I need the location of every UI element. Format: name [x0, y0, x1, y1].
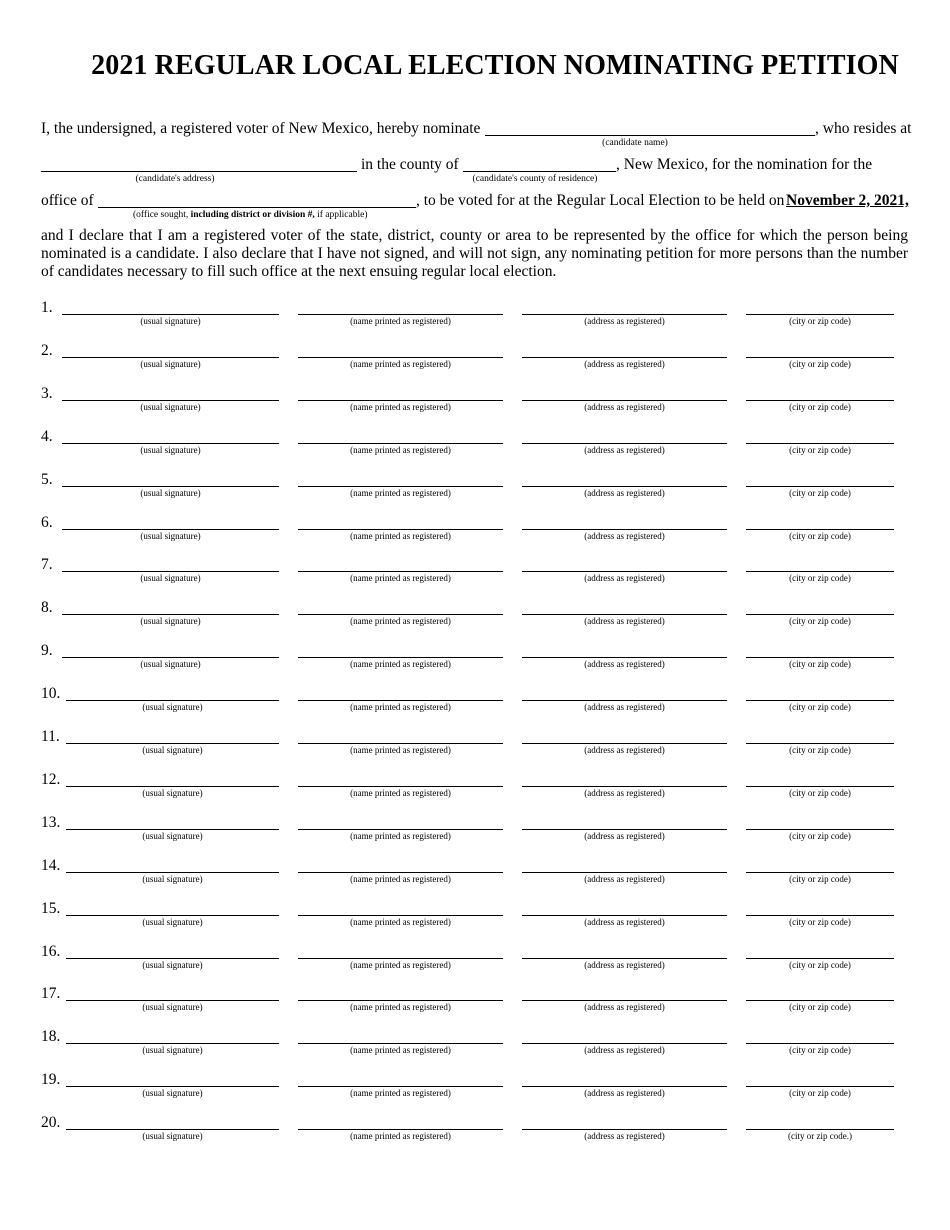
- registered-address-caption: (address as registered): [584, 1088, 665, 1099]
- usual-signature-caption: (usual signature): [140, 444, 201, 455]
- registered-address-caption: (address as registered): [584, 316, 665, 326]
- printed-name-caption: (name printed as registered): [350, 1131, 451, 1142]
- printed-name-field[interactable]: [298, 743, 503, 744]
- printed-name-caption: (name printed as registered): [350, 959, 451, 970]
- registered-address-caption: (address as registered): [584, 487, 665, 498]
- signature-row: [0, 814, 950, 844]
- signature-row: [0, 857, 950, 887]
- signature-row: [0, 985, 950, 1015]
- page-title: 2021 REGULAR LOCAL ELECTION NOMINATING PETITION: [91, 50, 899, 81]
- usual-signature-field[interactable]: [62, 614, 279, 615]
- row-number: 12.: [41, 770, 61, 788]
- signature-row: [0, 428, 950, 458]
- city-or-zip-caption: (city or zip code): [789, 487, 851, 498]
- signature-row: [0, 556, 950, 586]
- printed-name-field[interactable]: [298, 443, 503, 444]
- registered-address-caption: (address as registered): [584, 444, 665, 455]
- usual-signature-caption: (usual signature): [140, 616, 201, 627]
- registered-address-field[interactable]: [522, 1043, 727, 1044]
- printed-name-field[interactable]: [298, 486, 503, 487]
- registered-address-field[interactable]: [522, 657, 727, 658]
- registered-address-caption: (address as registered): [584, 358, 665, 369]
- signature-row: [0, 642, 950, 672]
- printed-name-field[interactable]: [298, 786, 503, 787]
- usual-signature-field[interactable]: [62, 571, 279, 572]
- usual-signature-caption: (usual signature): [142, 830, 203, 841]
- row-number: 15.: [41, 899, 61, 917]
- row-number: 11.: [41, 728, 60, 745]
- signature-row: [0, 685, 950, 715]
- registered-address-caption: (address as registered): [584, 830, 665, 841]
- row-number: 10.: [41, 685, 61, 703]
- usual-signature-field[interactable]: [62, 357, 279, 358]
- registered-address-caption: (address as registered): [584, 530, 665, 541]
- usual-signature-field[interactable]: [62, 400, 279, 401]
- row-number: 6.: [41, 513, 53, 531]
- row-number: 14.: [41, 856, 61, 874]
- city-or-zip-field[interactable]: [746, 357, 894, 358]
- printed-name-field[interactable]: [298, 872, 503, 873]
- city-or-zip-field[interactable]: [746, 400, 894, 401]
- registered-address-caption: (address as registered): [584, 1131, 665, 1142]
- city-or-zip-caption: (city or zip code): [789, 659, 851, 670]
- registered-address-field[interactable]: [522, 357, 727, 358]
- signature-row: [0, 1071, 950, 1101]
- registered-address-field[interactable]: [522, 1129, 727, 1130]
- printed-name-field[interactable]: [298, 400, 503, 401]
- intro-line1-suffix: , who resides at: [815, 120, 912, 137]
- signature-row: [0, 728, 950, 758]
- city-or-zip-field[interactable]: [746, 1043, 894, 1044]
- usual-signature-field[interactable]: [66, 700, 279, 701]
- row-number: 17.: [41, 985, 61, 1003]
- row-number: 7.: [41, 556, 53, 574]
- registered-address-caption: (address as registered): [584, 959, 665, 970]
- intro-line3-middle: , to be voted for at the Regular Local Election to be held on: [416, 192, 785, 209]
- usual-signature-caption: (usual signature): [140, 573, 201, 584]
- registered-address-field[interactable]: [522, 529, 727, 530]
- usual-signature-field[interactable]: [66, 958, 279, 959]
- printed-name-field[interactable]: [298, 1086, 503, 1087]
- city-or-zip-field[interactable]: [746, 443, 894, 444]
- candidate-county-field[interactable]: [463, 171, 616, 172]
- intro-line2-county: in the county of: [361, 156, 459, 173]
- registered-address-field[interactable]: [522, 400, 727, 401]
- registered-address-field[interactable]: [522, 443, 727, 444]
- registered-address-caption: (address as registered): [584, 659, 665, 670]
- city-or-zip-field[interactable]: [746, 958, 894, 959]
- city-or-zip-field[interactable]: [746, 571, 894, 572]
- candidate-address-field[interactable]: [41, 171, 357, 172]
- signature-row: [0, 771, 950, 801]
- row-number: 9.: [41, 642, 53, 660]
- signature-row: [0, 385, 950, 415]
- candidate-address-caption: (candidate's address): [135, 174, 215, 184]
- row-number: 16.: [41, 942, 61, 960]
- usual-signature-field[interactable]: [66, 1086, 279, 1087]
- registered-address-field[interactable]: [522, 872, 727, 873]
- usual-signature-field[interactable]: [62, 443, 279, 444]
- printed-name-caption: (name printed as registered): [350, 916, 451, 927]
- printed-name-caption: (name printed as registered): [350, 530, 451, 541]
- city-or-zip-field[interactable]: [746, 486, 894, 487]
- intro-line2-suffix: , New Mexico, for the nomination for the: [616, 156, 873, 173]
- election-date: November 2, 2021,: [786, 192, 909, 209]
- registered-address-caption: (address as registered): [584, 573, 665, 584]
- city-or-zip-caption: (city or zip code): [789, 702, 851, 713]
- city-or-zip-field[interactable]: [746, 872, 894, 873]
- city-or-zip-caption: (city or zip code): [789, 787, 851, 798]
- row-number: 3.: [41, 384, 53, 402]
- registered-address-caption: (address as registered): [584, 916, 665, 927]
- usual-signature-field[interactable]: [62, 486, 279, 487]
- intro-line3-prefix: office of: [41, 192, 94, 209]
- registered-address-caption: (address as registered): [584, 401, 665, 412]
- city-or-zip-caption: (city or zip code): [789, 873, 851, 884]
- registered-address-field[interactable]: [522, 743, 727, 744]
- city-or-zip-caption: (city or zip code): [789, 1088, 851, 1099]
- printed-name-caption: (name printed as registered): [350, 659, 451, 670]
- printed-name-caption: (name printed as registered): [350, 444, 451, 455]
- usual-signature-field[interactable]: [66, 829, 279, 830]
- row-number: 1.: [41, 299, 53, 316]
- candidate-name-field[interactable]: [485, 135, 815, 136]
- city-or-zip-caption: (city or zip code): [789, 959, 851, 970]
- printed-name-field[interactable]: [298, 571, 503, 572]
- printed-name-field[interactable]: [298, 614, 503, 615]
- city-or-zip-field[interactable]: [746, 529, 894, 530]
- printed-name-field[interactable]: [298, 915, 503, 916]
- printed-name-field[interactable]: [298, 700, 503, 701]
- printed-name-caption: (name printed as registered): [350, 573, 451, 584]
- usual-signature-caption: (usual signature): [142, 1088, 203, 1099]
- registered-address-caption: (address as registered): [584, 787, 665, 798]
- usual-signature-caption: (usual signature): [140, 401, 201, 412]
- row-number: 8.: [41, 599, 53, 617]
- office-sought-field[interactable]: [98, 207, 416, 208]
- city-or-zip-caption: (city or zip code): [789, 530, 851, 541]
- usual-signature-caption: (usual signature): [142, 1131, 203, 1142]
- printed-name-field[interactable]: [298, 958, 503, 959]
- city-or-zip-field[interactable]: [746, 786, 894, 787]
- usual-signature-field[interactable]: [62, 529, 279, 530]
- usual-signature-field[interactable]: [66, 1043, 279, 1044]
- city-or-zip-field[interactable]: [746, 915, 894, 916]
- usual-signature-field[interactable]: [62, 314, 279, 315]
- signature-row: [0, 1028, 950, 1058]
- candidate-county-caption: (candidate's county of residence): [472, 174, 598, 184]
- usual-signature-caption: (usual signature): [142, 745, 203, 755]
- signature-row: [0, 1114, 950, 1144]
- printed-name-field[interactable]: [298, 829, 503, 830]
- printed-name-field[interactable]: [298, 529, 503, 530]
- candidate-name-caption: (candidate name): [602, 138, 668, 148]
- registered-address-field[interactable]: [522, 829, 727, 830]
- row-number: 18.: [41, 1028, 61, 1046]
- registered-address-caption: (address as registered): [584, 873, 665, 884]
- city-or-zip-field[interactable]: [746, 1129, 894, 1130]
- row-number: 4.: [41, 427, 53, 445]
- signature-row: [0, 514, 950, 544]
- printed-name-caption: (name printed as registered): [350, 830, 451, 841]
- registered-address-field[interactable]: [522, 1000, 727, 1001]
- printed-name-caption: (name printed as registered): [350, 702, 451, 713]
- registered-address-caption: (address as registered): [584, 616, 665, 627]
- signature-row: [0, 599, 950, 629]
- printed-name-caption: (name printed as registered): [350, 1088, 451, 1099]
- row-number: 5.: [41, 470, 53, 488]
- printed-name-field[interactable]: [298, 357, 503, 358]
- registered-address-field[interactable]: [522, 314, 727, 315]
- city-or-zip-caption: (city or zip code.): [788, 1131, 852, 1142]
- city-or-zip-field[interactable]: [746, 657, 894, 658]
- row-number: 2.: [41, 341, 53, 359]
- signature-row: [0, 900, 950, 930]
- usual-signature-field[interactable]: [66, 915, 279, 916]
- printed-name-field[interactable]: [298, 1043, 503, 1044]
- registered-address-caption: (address as registered): [584, 745, 665, 755]
- usual-signature-caption: (usual signature): [140, 487, 201, 498]
- printed-name-caption: (name printed as registered): [350, 873, 451, 884]
- registered-address-field[interactable]: [522, 1086, 727, 1087]
- usual-signature-caption: (usual signature): [140, 530, 201, 541]
- registered-address-field[interactable]: [522, 958, 727, 959]
- registered-address-caption: (address as registered): [584, 1002, 665, 1013]
- usual-signature-caption: (usual signature): [140, 659, 201, 670]
- registered-address-caption: (address as registered): [584, 702, 665, 713]
- usual-signature-caption: (usual signature): [140, 358, 201, 369]
- registered-address-field[interactable]: [522, 614, 727, 615]
- city-or-zip-caption: (city or zip code): [789, 916, 851, 927]
- city-or-zip-caption: (city or zip code): [789, 745, 851, 755]
- city-or-zip-field[interactable]: [746, 1086, 894, 1087]
- usual-signature-field[interactable]: [66, 743, 279, 744]
- printed-name-caption: (name printed as registered): [350, 401, 451, 412]
- registered-address-field[interactable]: [522, 571, 727, 572]
- city-or-zip-field[interactable]: [746, 700, 894, 701]
- printed-name-caption: (name printed as registered): [350, 1045, 451, 1056]
- city-or-zip-field[interactable]: [746, 1000, 894, 1001]
- printed-name-field[interactable]: [298, 314, 503, 315]
- city-or-zip-caption: (city or zip code): [789, 358, 851, 369]
- usual-signature-field[interactable]: [66, 786, 279, 787]
- registered-address-field[interactable]: [522, 786, 727, 787]
- registered-address-caption: (address as registered): [584, 1045, 665, 1056]
- intro-line1-prefix: I, the undersigned, a registered voter of New Mexico, hereby nominate: [41, 120, 481, 137]
- usual-signature-caption: (usual signature): [142, 873, 203, 884]
- signature-row: [0, 943, 950, 973]
- usual-signature-field[interactable]: [66, 1129, 279, 1130]
- printed-name-field[interactable]: [298, 1000, 503, 1001]
- signature-row: [0, 342, 950, 372]
- printed-name-caption: (name printed as registered): [350, 745, 451, 755]
- city-or-zip-field[interactable]: [746, 314, 894, 315]
- usual-signature-caption: (usual signature): [140, 316, 201, 326]
- printed-name-field[interactable]: [298, 1129, 503, 1130]
- row-number: 19.: [41, 1071, 61, 1089]
- city-or-zip-field[interactable]: [746, 743, 894, 744]
- office-sought-caption: (office sought, including district or division #, if applicable): [133, 210, 368, 220]
- printed-name-caption: (name printed as registered): [350, 787, 451, 798]
- registered-address-field[interactable]: [522, 486, 727, 487]
- usual-signature-caption: (usual signature): [142, 1045, 203, 1056]
- city-or-zip-caption: (city or zip code): [789, 1002, 851, 1013]
- printed-name-field[interactable]: [298, 657, 503, 658]
- usual-signature-field[interactable]: [66, 872, 279, 873]
- row-number: 20.: [41, 1114, 61, 1132]
- usual-signature-caption: (usual signature): [142, 1002, 203, 1013]
- signature-row: [0, 471, 950, 501]
- city-or-zip-caption: (city or zip code): [789, 401, 851, 412]
- printed-name-caption: (name printed as registered): [350, 358, 451, 369]
- usual-signature-field[interactable]: [62, 657, 279, 658]
- registered-address-field[interactable]: [522, 915, 727, 916]
- city-or-zip-field[interactable]: [746, 614, 894, 615]
- printed-name-caption: (name printed as registered): [350, 1002, 451, 1013]
- city-or-zip-field[interactable]: [746, 829, 894, 830]
- declaration-text: and I declare that I am a registered voter of the state, district, county or area to be represented by the office for which the person being nominated is a candidate. I also declare that I have not signed, and will not sign, any nominating petition for more persons than the number of candidates necessary to fill such office at the next ensuing regular local election.: [41, 227, 908, 280]
- printed-name-caption: (name printed as registered): [350, 616, 451, 627]
- city-or-zip-caption: (city or zip code): [789, 830, 851, 841]
- signature-row: [0, 299, 950, 329]
- city-or-zip-caption: (city or zip code): [789, 316, 851, 326]
- printed-name-caption: (name printed as registered): [350, 316, 451, 326]
- usual-signature-caption: (usual signature): [142, 787, 203, 798]
- row-number: 13.: [41, 813, 61, 831]
- city-or-zip-caption: (city or zip code): [789, 616, 851, 627]
- city-or-zip-caption: (city or zip code): [789, 444, 851, 455]
- usual-signature-caption: (usual signature): [142, 959, 203, 970]
- usual-signature-caption: (usual signature): [142, 702, 203, 713]
- registered-address-field[interactable]: [522, 700, 727, 701]
- usual-signature-caption: (usual signature): [142, 916, 203, 927]
- city-or-zip-caption: (city or zip code): [789, 1045, 851, 1056]
- city-or-zip-caption: (city or zip code): [789, 573, 851, 584]
- usual-signature-field[interactable]: [66, 1000, 279, 1001]
- printed-name-caption: (name printed as registered): [350, 487, 451, 498]
